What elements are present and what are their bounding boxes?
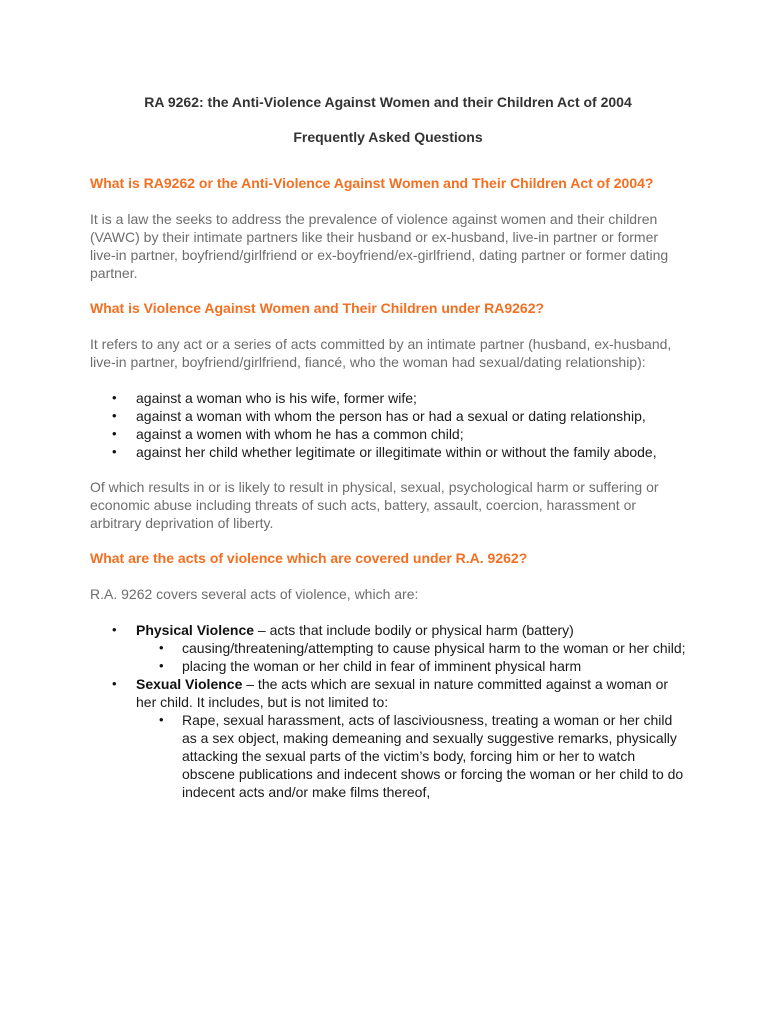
document-subtitle: Frequently Asked Questions [293,129,483,145]
question-1: What is RA9262 or the Anti-Violence Against Women and Their Children Act of 2004? [90,175,654,191]
violence-types-list [90,621,686,801]
list-item: • Rape, sexual harassment, acts of lasciviousness, treating a woman or her child as a sex object, making demeaning and sexually suggestive remarks, physically attacking the sexual parts of the victim’s body, forcing him or her to watch obscene publications and indecent shows or forcing the woman or her child to do indecent acts and/or make films thereof, [136,711,686,801]
term-sexual-violence: Sexual Violence [136,676,243,692]
sexual-violence-sublist [136,711,686,801]
list-item: • against a women with whom he has a common child; [90,425,686,443]
answer-2-outro: Of which results in or is likely to result in physical, sexual, psychological harm or suffering or economic abuse including threats of such acts, battery, assault, coercion, harassment or arbitrary deprivation of liberty. [90,479,659,531]
answer-3-intro: R.A. 9262 covers several acts of violence, which are: [90,586,419,602]
list-item: • against a woman who is his wife, former wife; [90,389,686,407]
list-item: • against her child whether legitimate or illegitimate within or without the family abode, [90,443,686,461]
document-title: RA 9262: the Anti-Violence Against Women and their Children Act of 2004 [144,94,632,110]
physical-violence-sublist [136,639,686,675]
question-3: What are the acts of violence which are covered under R.A. 9262? [90,550,528,566]
list-item: • causing/threatening/attempting to cause physical harm to the woman or her child; [136,639,686,657]
relationship-list [90,389,686,461]
document-page [90,93,686,801]
sexual-violence-description: – the acts which are sexual in nature committed against a woman or her child. It includes, but is not limited to: [136,676,669,710]
list-item: • placing the woman or her child in fear of imminent physical harm [136,657,686,675]
question-2: What is Violence Against Women and Their Children under RA9262? [90,300,545,316]
list-item-physical-violence [90,621,686,675]
answer-1: It is a law the seeks to address the prevalence of violence against women and their children (VAWC) by their intimate partners like their husband or ex-husband, live-in partner or former live-in partner, boyfriend/girlfriend or ex-boyfriend/ex-girlfriend, dating partner or former dating partner. [90,211,669,281]
answer-2-intro: It refers to any act or a series of acts committed by an intimate partner (husband, ex-husband, live-in partner, boyfriend/girlfriend, fiancé, who the woman had sexual/dating relationship): [90,336,672,370]
list-item-sexual-violence [90,675,686,801]
physical-violence-description: – acts that include bodily or physical harm (battery) [254,622,574,638]
term-physical-violence: Physical Violence [136,622,255,638]
list-item: • against a woman with whom the person has or had a sexual or dating relationship, [90,407,686,425]
